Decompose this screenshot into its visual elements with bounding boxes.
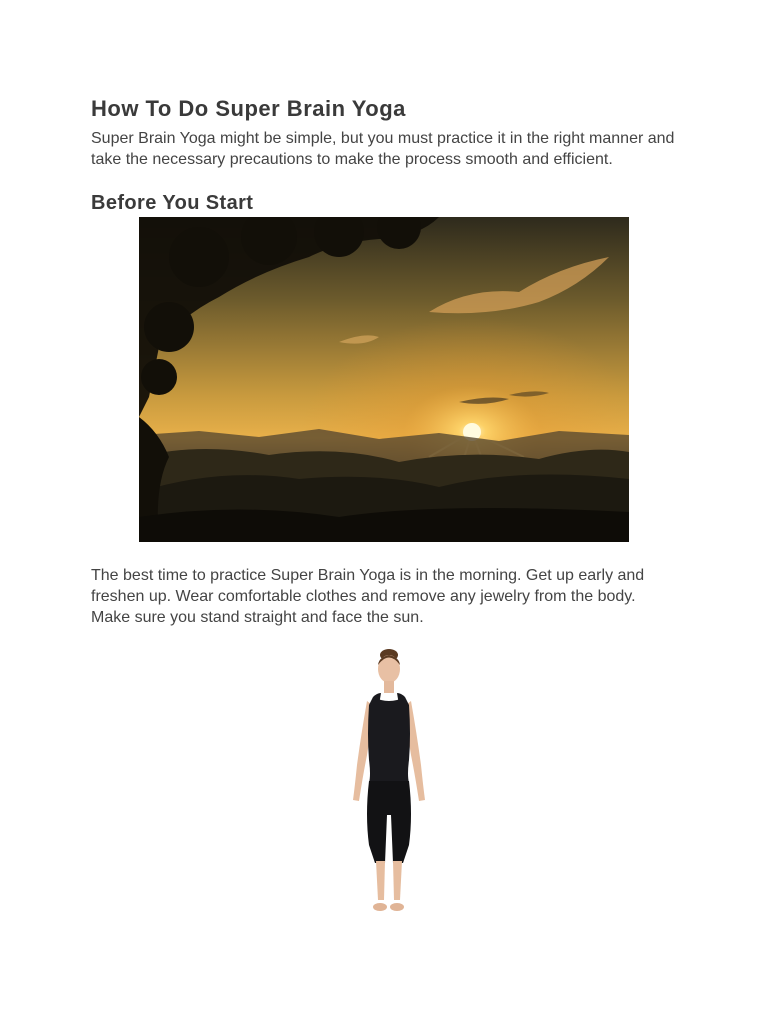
standing-pose-photo xyxy=(333,645,593,920)
intro-paragraph: Super Brain Yoga might be simple, but you must practice it in the right manner and take the necessary precautions to make the process smooth and efficient. xyxy=(91,130,675,168)
sunset-photo xyxy=(139,217,629,542)
body-paragraph: The best time to practice Super Brain Yoga is in the morning. Get up early and freshen up. Wear comfortable clothes and remove any jewelry from the body. Make sure you stand straight and face the sun. xyxy=(91,567,645,626)
page-title: How To Do Super Brain Yoga xyxy=(91,96,406,121)
section-heading: Before You Start xyxy=(91,192,254,214)
